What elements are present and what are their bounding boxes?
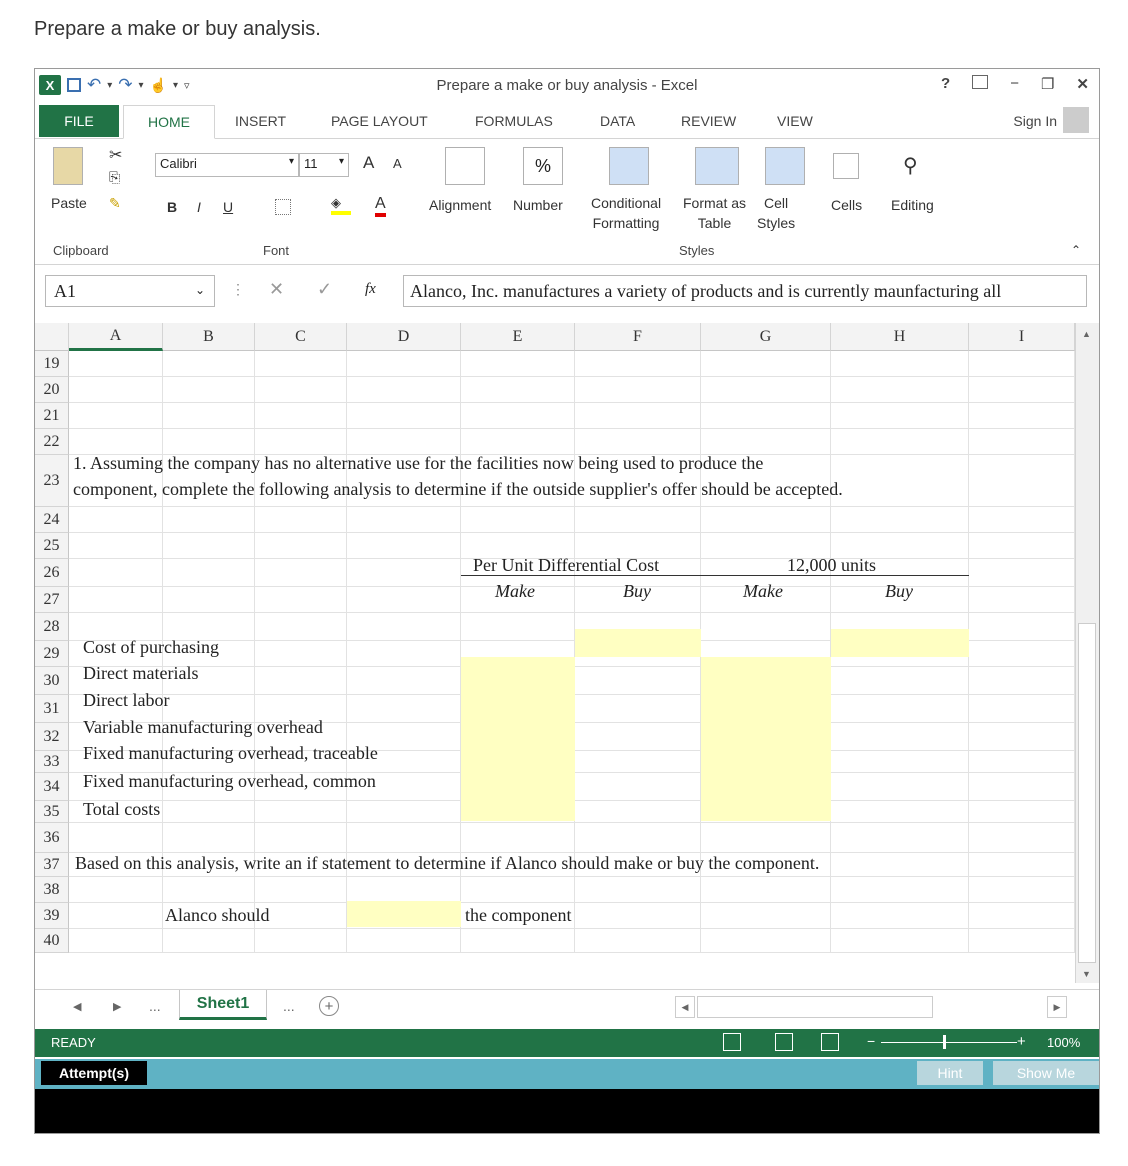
- grid-cell[interactable]: [69, 403, 163, 429]
- grid-cell[interactable]: [701, 429, 831, 455]
- font-size-select[interactable]: [299, 153, 349, 177]
- horizontal-scrollbar[interactable]: [697, 996, 933, 1018]
- tab-page-layout[interactable]: PAGE LAYOUT: [331, 113, 428, 129]
- scroll-down-icon[interactable]: ▼: [1082, 969, 1091, 979]
- cut-icon[interactable]: ✂: [109, 147, 123, 164]
- conditional-formatting-label-1: Conditional: [591, 195, 662, 211]
- formula-row: [35, 271, 1099, 311]
- grid-cell[interactable]: [69, 429, 163, 455]
- grid-cell[interactable]: [831, 903, 969, 929]
- header-units: 12,000 units: [787, 555, 877, 575]
- grid-cell[interactable]: [969, 877, 1075, 903]
- row-header[interactable]: 24: [35, 507, 69, 533]
- grid-cell[interactable]: [701, 903, 831, 929]
- zoom-in-icon[interactable]: +: [1017, 1033, 1026, 1050]
- close-icon[interactable]: ✕: [1076, 76, 1089, 93]
- zoom-slider-thumb[interactable]: [943, 1035, 946, 1049]
- cell-styles-label-2: Styles: [757, 215, 796, 231]
- row-header[interactable]: 36: [35, 823, 69, 853]
- tab-view[interactable]: VIEW: [777, 113, 813, 129]
- question-2: Based on this analysis, write an if statement to determine if Alanco should make or buy the component.: [75, 853, 820, 873]
- grid-cell[interactable]: [255, 351, 347, 377]
- group-styles: Styles: [679, 243, 715, 258]
- shrink-font-button[interactable]: A: [393, 156, 402, 171]
- paste-icon[interactable]: [53, 147, 83, 185]
- grid-cell[interactable]: [575, 823, 701, 853]
- cell-styles-button[interactable]: [757, 193, 795, 233]
- row-header[interactable]: 31: [35, 695, 69, 723]
- item-variable-overhead: Variable manufacturing overhead: [83, 717, 323, 737]
- restore-icon[interactable]: ❐: [1040, 76, 1055, 93]
- excel-window: [34, 68, 1100, 1134]
- grid-cell[interactable]: [831, 853, 969, 877]
- input-cell-h26[interactable]: [831, 629, 969, 657]
- help-button[interactable]: ?: [941, 75, 951, 92]
- grid-cell[interactable]: [969, 667, 1075, 695]
- redo-icon[interactable]: ↷: [118, 75, 133, 94]
- row-header[interactable]: 29: [35, 641, 69, 667]
- grid-cell[interactable]: [347, 695, 461, 723]
- grid-cell[interactable]: [347, 533, 461, 559]
- grid-cell[interactable]: [831, 403, 969, 429]
- grid-cell[interactable]: [69, 559, 163, 587]
- name-box-dropdown-icon[interactable]: ⌄: [195, 283, 206, 297]
- grid-cell[interactable]: [701, 877, 831, 903]
- grid-cell[interactable]: [69, 351, 163, 377]
- grid-cell[interactable]: [969, 641, 1075, 667]
- tab-file[interactable]: FILE: [39, 105, 119, 137]
- more-options-icon: ⋮: [231, 281, 245, 297]
- grid-cell[interactable]: [831, 823, 969, 853]
- prompt-text: Prepare a make or buy analysis.: [34, 18, 321, 40]
- format-as-table-icon[interactable]: [695, 147, 739, 185]
- column-header-f[interactable]: F: [575, 323, 701, 351]
- redo-dropdown-icon[interactable]: ▾: [138, 79, 144, 91]
- grid-cell[interactable]: [969, 853, 1075, 877]
- column-header-d[interactable]: D: [347, 323, 461, 351]
- column-header-b[interactable]: B: [163, 323, 255, 351]
- grid-cell[interactable]: [163, 351, 255, 377]
- ribbon-tabs: [35, 105, 1099, 139]
- grid-cell[interactable]: [575, 929, 701, 953]
- row-header[interactable]: 38: [35, 877, 69, 903]
- tab-data[interactable]: DATA: [600, 113, 636, 129]
- item-total-costs: Total costs: [83, 799, 161, 819]
- grid-cell[interactable]: [969, 533, 1075, 559]
- grid-cell[interactable]: [347, 429, 461, 455]
- grid-cell[interactable]: [347, 507, 461, 533]
- cancel-icon[interactable]: ✕: [269, 279, 285, 299]
- make-header-total: Make: [743, 581, 783, 601]
- cells-icon[interactable]: [833, 153, 859, 179]
- format-as-table-label-2: Table: [697, 215, 732, 231]
- bottom-panel: [35, 1089, 1099, 1134]
- row-header[interactable]: 35: [35, 801, 69, 823]
- row-header[interactable]: 21: [35, 403, 69, 429]
- grid-cell[interactable]: [255, 533, 347, 559]
- grid-cell[interactable]: [461, 429, 575, 455]
- grid-cell[interactable]: [69, 377, 163, 403]
- attempts-label: Attempt(s): [41, 1061, 147, 1085]
- font-color-button[interactable]: A: [375, 195, 386, 217]
- grid-cell[interactable]: [255, 377, 347, 403]
- row-header[interactable]: 32: [35, 723, 69, 751]
- column-header-h[interactable]: H: [831, 323, 969, 351]
- formula-bar-input[interactable]: Alanco, Inc. manufactures a variety of products and is currently maunfacturing all: [403, 275, 1087, 307]
- grid-cell[interactable]: [461, 613, 575, 641]
- grid-cell[interactable]: [575, 723, 701, 751]
- alanco-should-label: Alanco should: [165, 905, 270, 925]
- grid-cell[interactable]: [255, 929, 347, 953]
- grid-cell[interactable]: [831, 377, 969, 403]
- zoom-level[interactable]: 100%: [1047, 1035, 1081, 1050]
- grid-cell[interactable]: [163, 429, 255, 455]
- sheet-ellipsis-right[interactable]: ...: [283, 998, 295, 1014]
- grid-cell[interactable]: [347, 351, 461, 377]
- grid-cell[interactable]: [69, 587, 163, 613]
- grid-cell[interactable]: [575, 429, 701, 455]
- cells-button[interactable]: Cells: [831, 197, 863, 213]
- grid-cell[interactable]: [461, 929, 575, 953]
- grid-cell[interactable]: [163, 559, 255, 587]
- status-bar: [35, 1029, 1099, 1057]
- grid-cell[interactable]: [163, 801, 255, 823]
- grid-cell[interactable]: [347, 641, 461, 667]
- grid-cell[interactable]: [969, 351, 1075, 377]
- grid-cell[interactable]: [69, 903, 163, 929]
- grid-cell[interactable]: [969, 929, 1075, 953]
- row-header[interactable]: 20: [35, 377, 69, 403]
- vertical-scrollbar[interactable]: [1075, 323, 1099, 983]
- zoom-out-icon[interactable]: −: [867, 1033, 876, 1049]
- the-component-label: the component: [465, 905, 572, 925]
- grid-cell[interactable]: [69, 507, 163, 533]
- grid-cell[interactable]: [701, 351, 831, 377]
- grid-cell[interactable]: [69, 823, 163, 853]
- row-header[interactable]: 40: [35, 929, 69, 953]
- grid-cell[interactable]: [831, 877, 969, 903]
- sheet-tab-sheet1[interactable]: Sheet1: [179, 990, 267, 1020]
- page-break-view-icon[interactable]: [821, 1033, 839, 1051]
- borders-icon[interactable]: [275, 199, 291, 215]
- conditional-formatting-button[interactable]: [591, 193, 661, 233]
- grid-cell[interactable]: [831, 455, 969, 507]
- group-font: Font: [263, 243, 290, 258]
- grid-cell[interactable]: [163, 877, 255, 903]
- row-header[interactable]: 37: [35, 853, 69, 877]
- sheet-tabs-bar: [35, 989, 1099, 1027]
- grid-cell[interactable]: [347, 613, 461, 641]
- grid-cell[interactable]: [163, 377, 255, 403]
- status-ready: READY: [51, 1035, 96, 1050]
- grid-cell[interactable]: [701, 823, 831, 853]
- group-clipboard: Clipboard: [53, 243, 109, 258]
- grid-cell[interactable]: [575, 507, 701, 533]
- grid-cell[interactable]: [255, 403, 347, 429]
- grid-cell[interactable]: [163, 403, 255, 429]
- row-header[interactable]: 27: [35, 587, 69, 613]
- grid-cell[interactable]: [969, 429, 1075, 455]
- column-header-g[interactable]: G: [701, 323, 831, 351]
- ribbon-home: [35, 139, 1099, 265]
- font-name-select[interactable]: [155, 153, 299, 177]
- italic-button[interactable]: I: [197, 199, 201, 215]
- grid-cell[interactable]: [163, 587, 255, 613]
- touch-mode-icon[interactable]: ☝: [149, 76, 167, 93]
- collapse-ribbon-icon[interactable]: ⌃: [1071, 243, 1082, 257]
- minimize-icon[interactable]: −: [1010, 75, 1019, 92]
- grid-cell[interactable]: [347, 587, 461, 613]
- grid-cell[interactable]: [831, 507, 969, 533]
- grid-cell[interactable]: [163, 533, 255, 559]
- grid-cell[interactable]: [969, 403, 1075, 429]
- question-1-line-2: component, complete the following analysis to determine if the outside supplier's offer should be accepted.: [73, 479, 843, 499]
- chevron-down-icon: ▾: [288, 156, 294, 167]
- input-cell-f26[interactable]: [575, 629, 701, 657]
- row-header[interactable]: 33: [35, 751, 69, 773]
- header-per-unit: Per Unit Differential Cost: [473, 555, 660, 575]
- alignment-button[interactable]: Alignment: [429, 197, 492, 213]
- buy-header-total: Buy: [885, 581, 913, 601]
- grid-cell[interactable]: [575, 877, 701, 903]
- grid-cell[interactable]: [969, 455, 1075, 507]
- grid-cell[interactable]: [701, 929, 831, 953]
- hint-button[interactable]: Hint: [917, 1061, 983, 1085]
- column-header-a[interactable]: A: [69, 323, 163, 351]
- find-icon[interactable]: ⚲: [903, 155, 918, 177]
- font-size-value: 11: [304, 156, 318, 171]
- undo-icon[interactable]: ↶: [87, 75, 102, 94]
- hscroll-right-icon[interactable]: ▶: [1047, 996, 1067, 1018]
- input-cells-g27-g32[interactable]: [701, 657, 831, 821]
- window-title: Prepare a make or buy analysis - Excel: [436, 77, 698, 94]
- grid-cell[interactable]: [575, 695, 701, 723]
- grid-cell[interactable]: [831, 667, 969, 695]
- grid-cell[interactable]: [969, 723, 1075, 751]
- buy-header-unit: Buy: [623, 581, 651, 601]
- normal-view-icon[interactable]: [723, 1033, 741, 1051]
- grid-cell[interactable]: [969, 903, 1075, 929]
- grid-cell[interactable]: [575, 403, 701, 429]
- avatar[interactable]: [1063, 107, 1089, 133]
- conditional-formatting-icon[interactable]: [609, 147, 649, 185]
- item-direct-labor: Direct labor: [83, 690, 170, 710]
- sign-in-link[interactable]: Sign In: [1013, 113, 1057, 129]
- grid-cell[interactable]: [347, 559, 461, 587]
- grid-cell[interactable]: [255, 801, 347, 823]
- title-bar: [35, 69, 1099, 103]
- grid-cell[interactable]: [575, 751, 701, 773]
- sheet-ellipsis-left[interactable]: ...: [149, 998, 161, 1014]
- tab-review[interactable]: REVIEW: [681, 113, 737, 129]
- grid-cell[interactable]: [575, 773, 701, 801]
- grid-cell[interactable]: [969, 773, 1075, 801]
- grid-cell[interactable]: [969, 613, 1075, 641]
- grid-cell[interactable]: [831, 695, 969, 723]
- grid-cell[interactable]: [347, 929, 461, 953]
- excel-logo-icon: X: [39, 75, 61, 95]
- row-header[interactable]: 19: [35, 351, 69, 377]
- ribbon-display-icon[interactable]: [972, 75, 988, 89]
- grid-cell[interactable]: [255, 613, 347, 641]
- add-sheet-icon[interactable]: +: [319, 996, 339, 1016]
- cell-styles-icon[interactable]: [765, 147, 805, 185]
- grid-cell[interactable]: [347, 823, 461, 853]
- input-cell-d36[interactable]: [347, 901, 461, 927]
- format-painter-icon[interactable]: ✎: [109, 195, 121, 211]
- grid-cell[interactable]: [255, 877, 347, 903]
- page-layout-view-icon[interactable]: [775, 1033, 793, 1051]
- format-as-table-label-1: Format as: [683, 195, 747, 211]
- row-header[interactable]: 22: [35, 429, 69, 455]
- grid-cell[interactable]: [969, 377, 1075, 403]
- grid-cell[interactable]: [701, 613, 831, 641]
- grow-font-button[interactable]: A: [363, 153, 375, 172]
- scroll-thumb[interactable]: [1078, 623, 1096, 963]
- grid-cell[interactable]: [969, 801, 1075, 823]
- item-fixed-overhead-traceable: Fixed manufacturing overhead, traceable: [83, 743, 378, 763]
- format-as-table-button[interactable]: [683, 193, 746, 233]
- name-box[interactable]: A1: [45, 275, 215, 307]
- column-header-e[interactable]: E: [461, 323, 575, 351]
- grid-cell[interactable]: [347, 667, 461, 695]
- grid-cell[interactable]: [969, 587, 1075, 613]
- grid-cell[interactable]: [701, 507, 831, 533]
- grid-cell[interactable]: [969, 559, 1075, 587]
- editing-button[interactable]: Editing: [891, 197, 934, 213]
- grid-cell[interactable]: [347, 877, 461, 903]
- item-direct-materials: Direct materials: [83, 663, 199, 683]
- grid-cell[interactable]: [969, 823, 1075, 853]
- grid-cell[interactable]: [461, 877, 575, 903]
- tab-home[interactable]: HOME: [123, 105, 215, 139]
- grid-cell[interactable]: [255, 667, 347, 695]
- column-header-i[interactable]: I: [969, 323, 1075, 351]
- grid-cell[interactable]: [255, 429, 347, 455]
- grid-cell[interactable]: [575, 351, 701, 377]
- grid-cell[interactable]: [969, 507, 1075, 533]
- underline-button[interactable]: U: [223, 199, 234, 215]
- customize-qat-icon[interactable]: ▿: [184, 79, 190, 92]
- grid-cell[interactable]: [969, 751, 1075, 773]
- grid-cell[interactable]: [831, 929, 969, 953]
- touch-dropdown-icon[interactable]: ▾: [173, 79, 179, 91]
- prev-sheet-icon[interactable]: ◀: [73, 1001, 82, 1013]
- item-fixed-overhead-common: Fixed manufacturing overhead, common: [83, 771, 376, 791]
- attempt-bar: [35, 1059, 1099, 1089]
- item-cost-of-purchasing: Cost of purchasing: [83, 637, 219, 657]
- grid-cell[interactable]: [575, 801, 701, 823]
- scroll-up-icon[interactable]: ▲: [1082, 329, 1091, 339]
- paste-button[interactable]: Paste: [51, 195, 87, 211]
- alignment-icon[interactable]: [445, 147, 485, 185]
- bold-button[interactable]: B: [167, 199, 178, 215]
- chevron-down-icon: ▾: [338, 156, 344, 167]
- grid-cell[interactable]: [347, 403, 461, 429]
- grid-cell[interactable]: [255, 559, 347, 587]
- number-button[interactable]: Number: [513, 197, 563, 213]
- zoom-slider[interactable]: [881, 1042, 1017, 1043]
- grid-cell[interactable]: [69, 929, 163, 953]
- column-header-c[interactable]: C: [255, 323, 347, 351]
- conditional-formatting-label-2: Formatting: [592, 215, 660, 231]
- grid-cell[interactable]: [831, 801, 969, 823]
- grid-cell[interactable]: [69, 533, 163, 559]
- grid-cell[interactable]: [347, 801, 461, 823]
- grid-cell[interactable]: [969, 695, 1075, 723]
- enter-icon[interactable]: ✓: [317, 279, 333, 299]
- grid-cell[interactable]: [575, 903, 701, 929]
- font-name-value: Calibri: [160, 156, 197, 171]
- question-1-line-1: 1. Assuming the company has no alternative use for the facilities now being used to produce the: [73, 453, 764, 473]
- grid-cell[interactable]: [255, 587, 347, 613]
- insert-function-button[interactable]: fx: [365, 281, 376, 297]
- grid-cell[interactable]: [255, 823, 347, 853]
- input-cells-e27-e32[interactable]: [461, 657, 575, 821]
- grid-cell[interactable]: [163, 929, 255, 953]
- select-all-corner[interactable]: [35, 323, 69, 351]
- grid-cell[interactable]: [461, 377, 575, 403]
- grid-cell[interactable]: [575, 377, 701, 403]
- grid-cell[interactable]: [163, 823, 255, 853]
- grid-cell[interactable]: [461, 823, 575, 853]
- tab-formulas[interactable]: FORMULAS: [475, 113, 553, 129]
- undo-dropdown-icon[interactable]: ▾: [107, 79, 113, 91]
- number-format-icon[interactable]: %: [523, 147, 563, 185]
- row-header[interactable]: 30: [35, 667, 69, 695]
- grid-cell[interactable]: [69, 877, 163, 903]
- window-controls: [941, 75, 1089, 93]
- grid-cell[interactable]: [701, 377, 831, 403]
- row-header[interactable]: 28: [35, 613, 69, 641]
- grid-cell[interactable]: [163, 507, 255, 533]
- row-header[interactable]: 23: [35, 455, 69, 507]
- grid-cell[interactable]: [831, 773, 969, 801]
- grid-cell[interactable]: [701, 403, 831, 429]
- grid-cell[interactable]: [255, 641, 347, 667]
- grid-cell[interactable]: [255, 507, 347, 533]
- grid-cell[interactable]: [831, 723, 969, 751]
- row-header[interactable]: 25: [35, 533, 69, 559]
- grid-cell[interactable]: [347, 377, 461, 403]
- row-header[interactable]: 34: [35, 773, 69, 801]
- tab-insert[interactable]: INSERT: [235, 113, 287, 129]
- show-me-button[interactable]: Show Me: [993, 1061, 1099, 1085]
- grid-cell[interactable]: [575, 667, 701, 695]
- grid-cell[interactable]: [461, 507, 575, 533]
- hscroll-left-icon[interactable]: ◀: [675, 996, 695, 1018]
- grid-cell[interactable]: [461, 403, 575, 429]
- copy-icon[interactable]: ⎘: [109, 169, 121, 185]
- cell-styles-label-1: Cell: [764, 195, 789, 211]
- row-header[interactable]: 39: [35, 903, 69, 929]
- grid-cell[interactable]: [461, 351, 575, 377]
- grid-cell[interactable]: [831, 429, 969, 455]
- grid-cell[interactable]: [831, 351, 969, 377]
- fill-color-icon[interactable]: ◈: [331, 195, 351, 215]
- make-header-unit: Make: [495, 581, 535, 601]
- row-header[interactable]: 26: [35, 559, 69, 587]
- next-sheet-icon[interactable]: ▶: [113, 1001, 122, 1013]
- grid-cell[interactable]: [831, 751, 969, 773]
